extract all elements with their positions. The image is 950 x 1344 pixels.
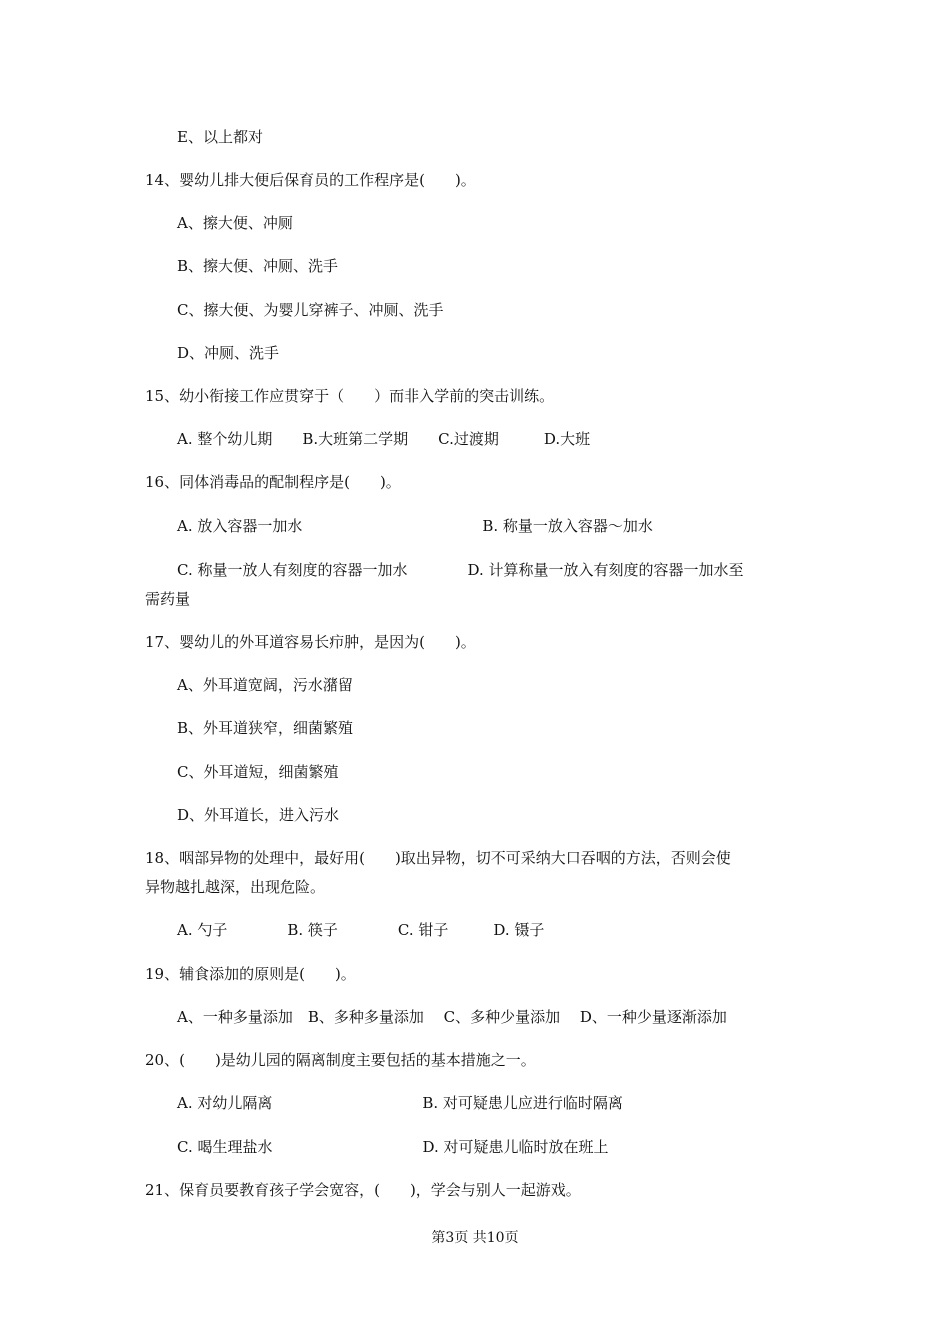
option-line: C、擦大便、为婴儿穿裤子、冲厕、洗手 xyxy=(177,301,444,319)
option-line: C. 喝生理盐水 D. 对可疑患儿临时放在班上 xyxy=(177,1138,609,1156)
question-line: 14、婴幼儿排大便后保育员的工作程序是( )。 xyxy=(145,171,476,189)
option-line: A. 对幼儿隔离 B. 对可疑患儿应进行临时隔离 xyxy=(177,1094,623,1112)
question-line: 15、幼小衔接工作应贯穿于（ ）而非入学前的突击训练。 xyxy=(145,387,555,405)
option-line: C、外耳道短，细菌繁殖 xyxy=(177,763,339,781)
option-line: A. 整个幼儿期 B.大班第二学期 C.过渡期 D.大班 xyxy=(177,430,591,448)
question-line: 19、辅食添加的原则是( )。 xyxy=(145,965,356,983)
question-line: 16、同体消毒品的配制程序是( )。 xyxy=(145,473,401,491)
option-line: D、外耳道长，进入污水 xyxy=(177,806,340,824)
option-line: A. 放入容器一加水 B. 称量一放入容器～加水 xyxy=(177,517,653,535)
question-continuation: 异物越扎越深，出现危险。 xyxy=(145,878,326,896)
question-line: 21、保育员要教育孩子学会宽容，( )，学会与别人一起游戏。 xyxy=(145,1181,581,1199)
option-line: A、外耳道宽阔，污水潴留 xyxy=(177,676,353,694)
question-continuation: 需药量 xyxy=(145,590,191,608)
question-line: 18、咽部异物的处理中，最好用( )取出异物，切不可采纳大口吞咽的方法，否则会使 xyxy=(145,849,731,867)
option-line: E、以上都对 xyxy=(177,128,263,146)
question-line: 17、婴幼儿的外耳道容易长疖肿，是因为( )。 xyxy=(145,633,476,651)
option-line: A、一种多量添加 B、多种多量添加 C、多种少量添加 D、一种少量逐渐添加 xyxy=(177,1008,727,1026)
option-line: A. 勺子 B. 筷子 C. 钳子 D. 镊子 xyxy=(177,921,545,939)
option-line: B、擦大便、冲厕、洗手 xyxy=(177,257,339,275)
page-footer: 第3页 共10页 xyxy=(431,1230,519,1246)
option-line: A、擦大便、冲厕 xyxy=(177,214,293,232)
question-line: 20、( )是幼儿园的隔离制度主要包括的基本措施之一。 xyxy=(145,1051,536,1069)
option-line: D、冲厕、洗手 xyxy=(177,344,280,362)
option-line: C. 称量一放人有刻度的容器一加水 D. 计算称量一放入有刻度的容器一加水至 xyxy=(177,561,744,579)
option-line: B、外耳道狭窄，细菌繁殖 xyxy=(177,719,354,737)
